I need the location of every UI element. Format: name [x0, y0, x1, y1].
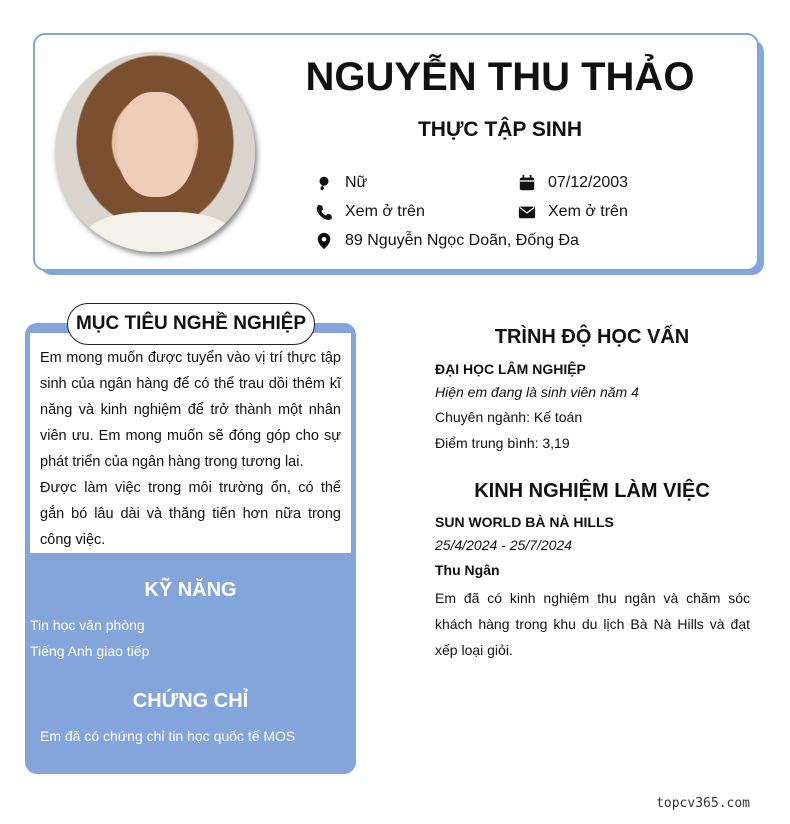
gender-text: Nữ — [345, 174, 368, 191]
education-status: Hiện em đang là sinh viên năm 4 — [435, 384, 639, 400]
dob-info — [518, 174, 628, 192]
address-text: 89 Nguyễn Ngọc Doãn, Đống Đa — [345, 232, 579, 249]
location-pin-icon — [315, 232, 333, 250]
gender-info — [315, 174, 367, 192]
candidate-role: THỰC TẬP SINH — [417, 118, 583, 141]
dob-text: 07/12/2003 — [548, 174, 629, 191]
company-name: SUN WORLD BÀ NÀ HILLS — [435, 514, 614, 530]
experience-period: 25/4/2024 - 25/7/2024 — [435, 537, 573, 553]
school-name: ĐẠI HỌC LÂM NGHIỆP — [435, 361, 586, 377]
skills-title: KỸ NĂNG — [144, 579, 237, 601]
calendar-icon — [518, 174, 536, 192]
education-major: Chuyên ngành: Kế toán — [435, 409, 583, 425]
experience-position: Thu Ngân — [435, 562, 500, 578]
phone-info — [315, 203, 425, 221]
certs-title: CHỨNG CHỈ — [132, 690, 249, 712]
envelope-icon — [518, 203, 536, 221]
candidate-name: NGUYỄN THU THẢO — [305, 55, 695, 99]
cert-text: Em đã có chứng chỉ tin học quốc tế MOS — [40, 728, 296, 744]
objective-paragraph: Em mong muốn được tuyển vào vị trí thực tập sinh của ngân hàng để có thể trau dồi thêm kĩ năng và kinh nghiệm để trở thành một nhân viên ưu. Em mong muốn sẽ đóng góp cho sự phát triển của ngân hàng trong tương lai. — [40, 350, 341, 470]
phone-text: Xem ở trên — [345, 203, 425, 220]
profile-photo — [55, 52, 255, 252]
skill-item: Tiếng Anh giao tiếp — [30, 643, 150, 659]
address-info — [315, 232, 579, 250]
gender-icon — [315, 174, 333, 192]
objective-text — [30, 333, 351, 553]
education-title: TRÌNH ĐỘ HỌC VẤN — [494, 326, 690, 348]
skill-item: Tin học văn phòng — [30, 617, 145, 633]
email-info — [518, 203, 628, 221]
experience-description: Em đã có kinh nghiệm thu ngân và chăm sóc khách hàng trong khu du lịch Bà Nà Hills và đạt xếp loại giỏi. — [435, 590, 750, 658]
footer-watermark: topcv365.com — [656, 796, 750, 811]
objective-paragraph: Được làm việc trong môi trường ổn, có thể gắn bó lâu dài và thăng tiến hơn nữa trong công việc. — [40, 480, 341, 548]
phone-icon — [315, 203, 333, 221]
objective-title: MỤC TIÊU NGHỀ NGHIỆP — [67, 303, 315, 345]
education-gpa: Điểm trung bình: 3,19 — [435, 435, 570, 451]
email-text: Xem ở trên — [548, 203, 628, 220]
experience-title: KINH NGHIỆM LÀM VIỆC — [474, 480, 710, 502]
